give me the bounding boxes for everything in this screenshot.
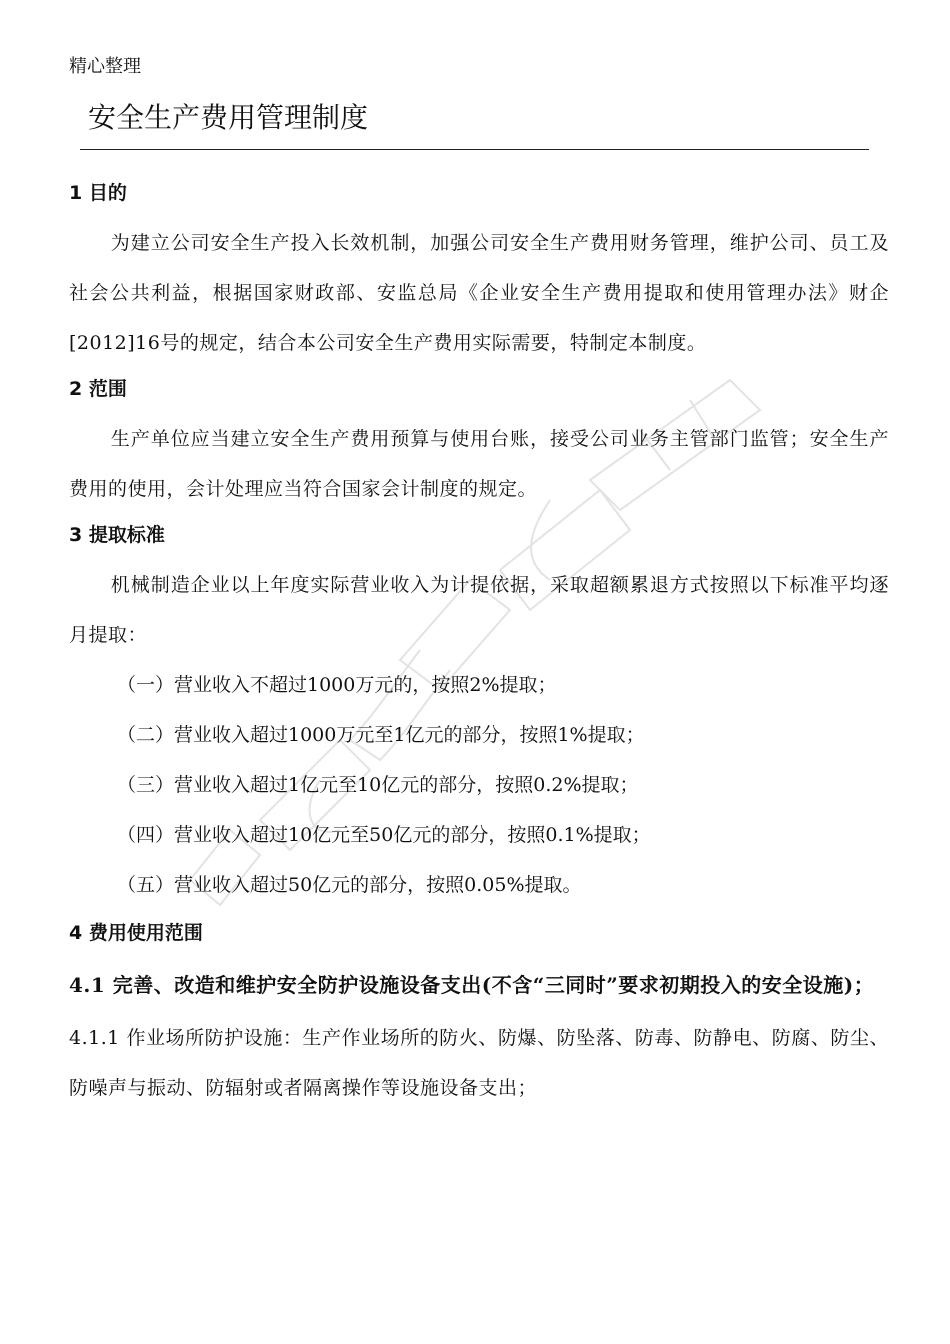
paragraph: 4.1.1 作业场所防护设施：生产作业场所的防火、防爆、防坠落、防毒、防静电、防腐、防尘、防噪声与振动、防辐射或者隔离操作等设施设备支出；: [69, 1027, 889, 1099]
document-title: 安全生产费用管理制度: [88, 101, 369, 134]
paragraph: 为建立公司安全生产投入长效机制，加强公司安全生产费用财务管理，维护公司、员工及社会公共利益，根据国家财政部、安监总局《企业安全生产费用提取和使用管理办法》财企[2012]16号的规定，结合本公司安全生产费用实际需要，特制定本制度。: [69, 232, 889, 354]
section-scope: [69, 372, 889, 514]
paragraph: 生产单位应当建立安全生产费用预算与使用台账，接受公司业务主管部门监管；安全生产费用的使用，会计处理应当符合国家会计制度的规定。: [69, 428, 889, 500]
subsection-heading: 4.1 完善、改造和维护安全防护设施设备支出(不含“三同时”要求初期投入的安全设施)；: [69, 973, 875, 997]
document-body: [69, 176, 889, 1113]
list-item: （三）营业收入超过1亿元至10亿元的部分，按照0.2%提取；: [117, 774, 639, 796]
section-extraction-standard: [69, 518, 889, 910]
list-item: （一）营业收入不超过1000万元的，按照2%提取；: [117, 674, 557, 696]
section-purpose: [69, 176, 889, 368]
header-note: 精心整理: [69, 56, 141, 77]
section-heading: 1 目的: [69, 182, 127, 204]
section-heading: 4 费用使用范围: [69, 922, 203, 944]
list-item: （四）营业收入超过10亿元至50亿元的部分，按照0.1%提取；: [117, 824, 651, 846]
section-heading: 2 范围: [69, 378, 127, 400]
section-heading: 3 提取标准: [69, 524, 165, 546]
list-item: （五）营业收入超过50亿元的部分，按照0.05%提取。: [117, 874, 582, 896]
paragraph: 机械制造企业以上年度实际营业收入为计提依据，采取超额累退方式按照以下标准平均逐月提取：: [69, 574, 889, 646]
section-usage-scope: [69, 916, 889, 1113]
title-divider: [80, 149, 869, 150]
list-item: （二）营业收入超过1000万元至1亿元的部分，按照1%提取；: [117, 724, 645, 746]
